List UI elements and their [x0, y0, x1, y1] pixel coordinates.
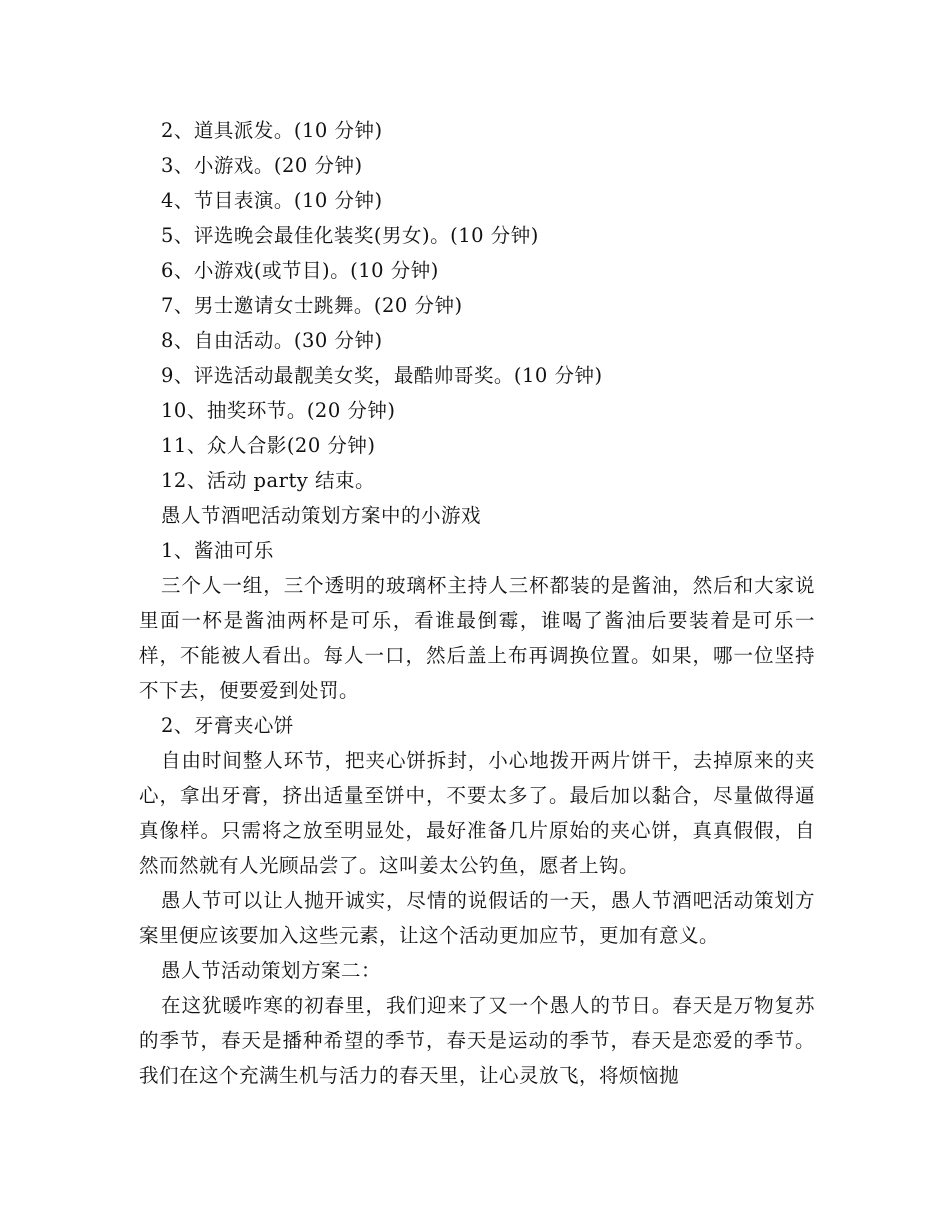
game2-title: 2、牙膏夹心饼 — [161, 714, 294, 737]
games-heading: 愚人节酒吧活动策划方案中的小游戏 — [161, 504, 482, 527]
schedule-item: 2、道具派发。(10 分钟) — [161, 119, 383, 142]
summary-paragraph: 愚人节可以让人抛开诚实，尽情的说假话的一天，愚人节酒吧活动策划方案里便应该要加入这些元素，让这个活动更加应节，更加有意义。 — [139, 889, 815, 947]
plan2-paragraph: 在这犹暖咋寒的初春里，我们迎来了又一个愚人的节日。春天是万物复苏的季节，春天是播种希望的季节，春天是运动的季节，春天是恋爱的季节。我们在这个充满生机与活力的春天里，让心灵放飞，将烦恼抛 — [139, 994, 815, 1087]
schedule-item: 9、评选活动最靓美女奖，最酷帅哥奖。(10 分钟) — [161, 364, 603, 387]
schedule-item: 6、小游戏(或节目)。(10 分钟) — [161, 259, 439, 282]
schedule-item: 10、抽奖环节。(20 分钟) — [161, 399, 396, 422]
document-body — [139, 113, 815, 1093]
game2-paragraph: 自由时间整人环节，把夹心饼拆封，小心地拨开两片饼干，去掉原来的夹心，拿出牙膏，挤出适量至饼中，不要太多了。最后加以黏合，尽量做得逼真像样。只需将之放至明显处，最好准备几片原始的夹心饼，真真假假，自然而然就有人光顾品尝了。这叫姜太公钓鱼，愿者上钩。 — [139, 749, 815, 877]
schedule-item: 12、活动 party 结束。 — [161, 469, 375, 492]
schedule-item: 3、小游戏。(20 分钟) — [161, 154, 363, 177]
schedule-item: 7、男士邀请女士跳舞。(20 分钟) — [161, 294, 463, 317]
game1-title: 1、酱油可乐 — [161, 539, 274, 562]
game1-paragraph: 三个人一组，三个透明的玻璃杯主持人三杯都装的是酱油，然后和大家说里面一杯是酱油两杯是可乐，看谁最倒霉，谁喝了酱油后要装着是可乐一样，不能被人看出。每人一口，然后盖上布再调换位置。如果，哪一位坚持不下去，便要爱到处罚。 — [139, 574, 815, 702]
plan2-heading: 愚人节活动策划方案二： — [161, 959, 382, 982]
schedule-item: 5、评选晚会最佳化装奖(男女)。(10 分钟) — [161, 224, 539, 247]
schedule-item: 11、众人合影(20 分钟) — [161, 434, 376, 457]
schedule-item: 4、节目表演。(10 分钟) — [161, 189, 383, 212]
schedule-item: 8、自由活动。(30 分钟) — [161, 329, 383, 352]
